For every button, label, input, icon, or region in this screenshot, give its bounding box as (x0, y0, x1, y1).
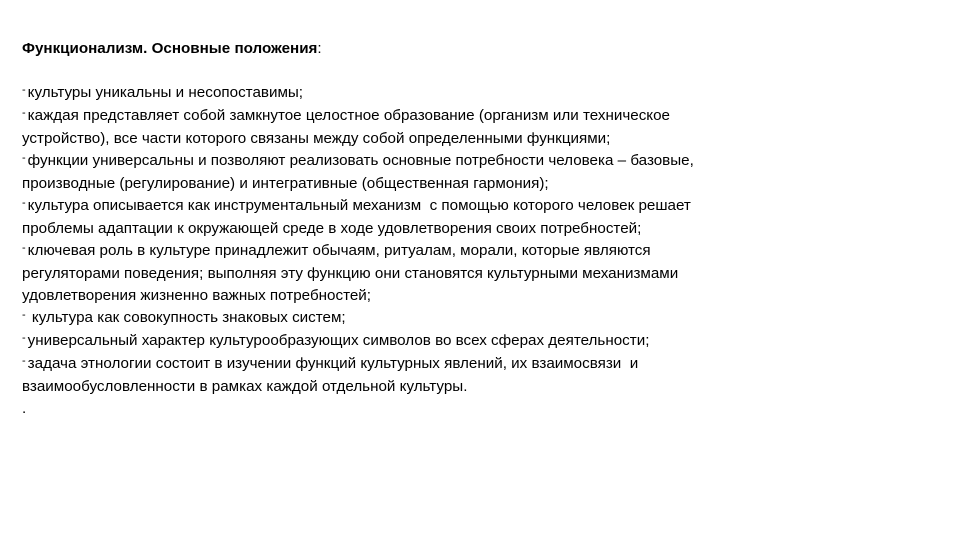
list-item-text: культура описывается как инструментальный механизм с помощью которого человек решает проблемы адаптации к окружающей среде в ходе удовлетворения своих потребностей; (22, 197, 691, 237)
list-item-text: задача этнологии состоит в изучении функций культурных явлений, их взаимосвязи и взаимообусловленности в рамках каждой отдельной культуры. (22, 355, 639, 395)
list-item-text: каждая представляет собой замкнутое целостное образование (организм или техническое устройство), все части которого связаны между собой определенными функциями; (22, 107, 670, 147)
list-item (22, 150, 832, 195)
heading-spacer (22, 60, 832, 82)
list-item (22, 330, 832, 353)
trailing-dot: . (22, 400, 27, 417)
dash-bullet: - (22, 332, 26, 344)
list-item-text: функции универсальны и позволяют реализовать основные потребности человека – базовые, производные (регулирование) и интегративные (общественная гармония); (22, 152, 694, 192)
list-item (22, 195, 832, 240)
list-item (22, 240, 832, 307)
list-item-text: культуры уникальны и несопоставимы; (27, 84, 304, 101)
list-item-text: культура как совокупность знаковых систем; (27, 309, 346, 326)
dash-bullet: - (22, 152, 26, 164)
dash-bullet: - (22, 309, 26, 321)
heading-title: Функционализм. Основные положения (22, 40, 318, 57)
dash-bullet: - (22, 197, 26, 209)
list-item-text: ключевая роль в культуре принадлежит обычаям, ритуалам, морали, которые являются регуляторами поведения; выполняя эту функцию они становятся культурными механизмами удовлетворения жизненно важных потребностей; (22, 242, 679, 304)
list-item (22, 105, 832, 150)
dash-bullet: - (22, 242, 26, 254)
slide-heading (22, 38, 832, 60)
dash-bullet: - (22, 355, 26, 367)
list-item (22, 82, 832, 105)
heading-colon: : (317, 40, 322, 57)
list-item (22, 307, 832, 330)
list-item-text: универсальный характер культурообразующих символов во всех сферах деятельности; (27, 332, 650, 349)
list-item (22, 353, 832, 398)
dash-bullet: - (22, 107, 26, 119)
dash-bullet: - (22, 84, 26, 96)
slide-content (22, 38, 832, 420)
